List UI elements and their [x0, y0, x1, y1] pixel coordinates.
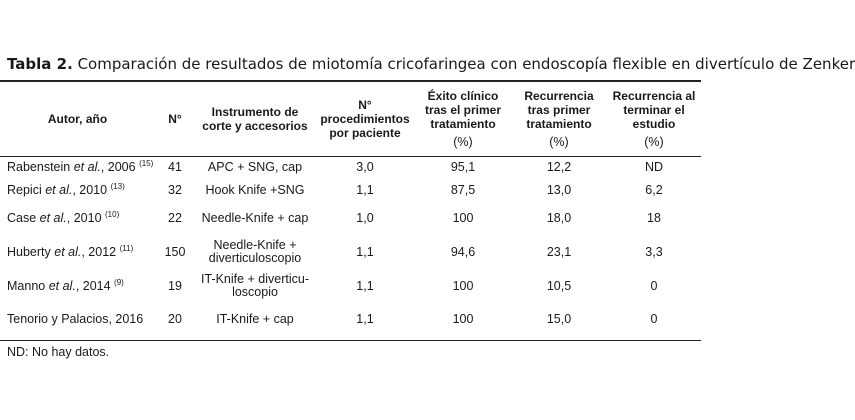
success-cell: 94,6 [450, 244, 476, 259]
recurrence-end-cell: 18 [647, 211, 661, 225]
recurrence-cell: 23,1 [546, 244, 572, 259]
header-author: Autor, año [47, 112, 108, 126]
recurrence-end-cell: ND [644, 160, 664, 174]
bottom-rule [0, 340, 701, 341]
instrument-cell: IT-Knife + diverticu-loscopio [200, 272, 310, 299]
n-cell: 22 [168, 211, 182, 225]
n-cell: 19 [168, 278, 182, 293]
success-cell: 100 [452, 312, 474, 326]
procedures-cell: 1,1 [356, 312, 374, 326]
procedures-cell: 1,1 [356, 278, 374, 293]
header-success [415, 82, 511, 156]
n-cell: 20 [168, 312, 182, 326]
header-row [0, 82, 701, 156]
table-title [7, 55, 855, 73]
header-n: N° [168, 112, 182, 126]
header-success-unit: (%) [453, 135, 473, 149]
author-cell: Rabenstein et al., 2006 $^{(15)}$ [7, 158, 154, 174]
recurrence-cell: 10,5 [546, 278, 572, 293]
success-cell: 87,5 [450, 183, 476, 197]
success-cell: 100 [452, 211, 474, 225]
author-cell: Huberty et al., 2012 $^{(11)}$ [7, 243, 134, 259]
recurrence-end-cell: 0 [650, 278, 658, 293]
table-row [0, 235, 701, 269]
footnote: ND: No hay datos. [7, 345, 110, 359]
n-cell: 32 [168, 183, 182, 197]
n-cell: 150 [164, 244, 186, 259]
procedures-cell: 3,0 [356, 160, 374, 174]
recurrence-cell: 12,2 [546, 160, 572, 174]
instrument-cell: Hook Knife +SNG [205, 183, 305, 197]
table-row [0, 202, 701, 235]
procedures-cell: 1,1 [356, 183, 374, 197]
instrument-cell: APC + SNG, cap [207, 160, 303, 174]
header-procedures: N° procedimientos por paciente [320, 98, 410, 140]
n-cell: 41 [168, 160, 182, 174]
procedures-cell: 1,0 [356, 211, 374, 225]
procedures-cell: 1,1 [356, 244, 374, 259]
author-cell: Tenorio y Palacios, 2016 [7, 312, 144, 326]
header-recurrence-end-unit: (%) [644, 135, 664, 149]
header-instrument: Instrumento de corte y accesorios [202, 105, 308, 133]
header-recurrence-label: Recurrencia tras primer tratamiento [524, 89, 594, 131]
header-success-label: Éxito clínico tras el primer tratamiento [424, 89, 502, 131]
recurrence-cell: 13,0 [546, 183, 572, 197]
table-row [0, 269, 701, 303]
recurrence-cell: 18,0 [546, 211, 572, 225]
header-recurrence-end-label: Recurrencia al terminar el estudio [612, 89, 696, 131]
table-label: Tabla 2. [7, 55, 73, 73]
success-cell: 100 [452, 278, 474, 293]
table-row [0, 303, 701, 336]
reference-number: (10) [105, 209, 120, 219]
recurrence-end-cell: 3,3 [645, 244, 663, 259]
table-row [0, 156, 701, 179]
table-row [0, 179, 701, 202]
reference-number: (13) [110, 181, 125, 191]
header-recurrence-end [607, 82, 701, 156]
recurrence-end-cell: 6,2 [645, 183, 663, 197]
recurrence-end-cell: 0 [650, 312, 658, 326]
instrument-cell: IT-Knife + cap [216, 312, 294, 326]
header-recurrence [511, 82, 607, 156]
table-caption: Comparación de resultados de miotomía cricofaringea con endoscopía flexible en divertículo de Zenker [77, 55, 855, 73]
author-cell: Repici et al., 2010 $^{(13)}$ [7, 181, 125, 197]
instrument-cell: Needle-Knife + diverticuloscopio [208, 238, 302, 265]
author-cell: Case et al., 2010 $^{(10)}$ [7, 209, 120, 225]
header-recurrence-unit: (%) [549, 135, 569, 149]
author-cell: Manno et al., 2014 $^{(9)}$ [7, 277, 124, 293]
reference-number: (15) [139, 158, 154, 168]
reference-number: (9) [114, 277, 124, 287]
results-table [0, 82, 701, 336]
success-cell: 95,1 [450, 160, 476, 174]
instrument-cell: Needle-Knife + cap [201, 211, 309, 225]
reference-number: (11) [119, 243, 134, 253]
recurrence-cell: 15,0 [546, 312, 572, 326]
